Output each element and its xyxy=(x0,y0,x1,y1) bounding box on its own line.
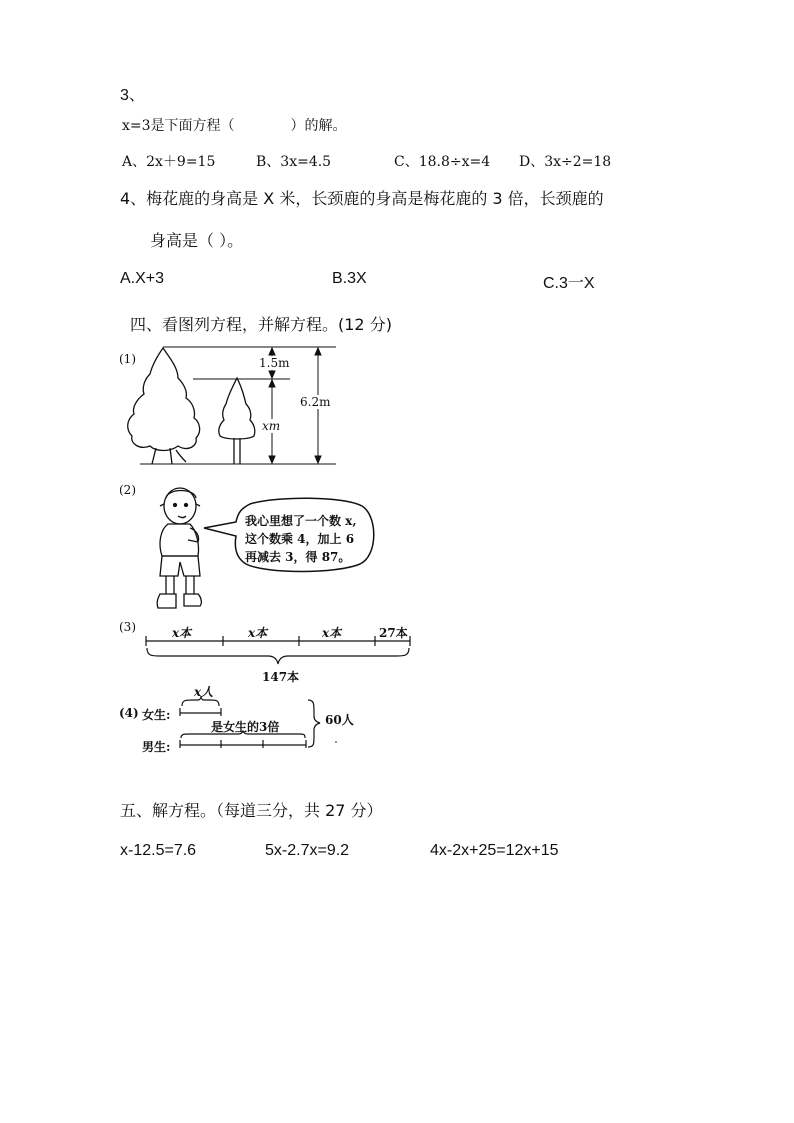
equation-3: 4x-2x+25=12x+15 xyxy=(430,842,559,859)
section4-title: 四、看图列方程，并解方程。(12 分) xyxy=(130,315,392,334)
fig3-segment-2: x本 xyxy=(248,626,268,640)
speech-line-2: 这个数乘 4，加上 6 xyxy=(245,532,355,546)
fig3-label: (3) xyxy=(119,620,136,634)
q4-option-b: B.3X xyxy=(332,270,367,287)
q4-stem-line2: 身高是（ ）。 xyxy=(150,231,244,250)
q3-option-b: B、3x=4.5 xyxy=(256,154,332,170)
fig1-total-height: 6.2m xyxy=(300,395,331,409)
fig3-total: 147本 xyxy=(262,670,300,684)
q4-stem-line1: 4、梅花鹿的身高是 X 米，长颈鹿的身高是梅花鹿的 3 倍，长颈鹿的 xyxy=(120,189,604,208)
fig4-label: (4) xyxy=(119,706,139,720)
fig4-girls-value: x人 xyxy=(194,685,214,699)
fig1-top-gap: 1.5m xyxy=(259,356,290,370)
q3-option-c: C、18.8÷x=4 xyxy=(394,154,491,170)
q3-number: 3、 xyxy=(120,87,145,104)
fig2-label: (2) xyxy=(119,483,136,497)
speech-line-3: 再减去 3，得 87。 xyxy=(245,550,351,564)
fig1-label: (1) xyxy=(119,352,136,366)
equation-1: x-12.5=7.6 xyxy=(120,842,197,859)
speech-line-1: 我心里想了一个数 x, xyxy=(245,514,357,528)
q3-option-d: D、3x÷2=18 xyxy=(519,154,612,170)
fig1-small-tree-height: xm xyxy=(262,419,281,433)
fig4-girls-label: 女生: xyxy=(142,708,171,722)
q4-option-c: C.3一X xyxy=(543,275,595,292)
section5-title: 五、解方程。（每道三分，共 27 分） xyxy=(120,801,383,820)
fig3-segment-3: x本 xyxy=(322,626,342,640)
fig3-segment-4: 27本 xyxy=(379,626,408,640)
q3-stem: x=3是下面方程（ ）的解。 xyxy=(122,118,347,134)
equation-2: 5x-2.7x=9.2 xyxy=(265,842,350,859)
fig4-total: 60人 xyxy=(325,713,354,727)
fig4-boys-label: 男生: xyxy=(142,740,171,754)
q4-option-a: A.X+3 xyxy=(120,270,165,287)
q3-option-a: A、2x＋9=15 xyxy=(122,154,216,170)
fig4-boys-note: 是女生的3倍 xyxy=(211,720,280,734)
fig3-segment-1: x本 xyxy=(172,626,192,640)
